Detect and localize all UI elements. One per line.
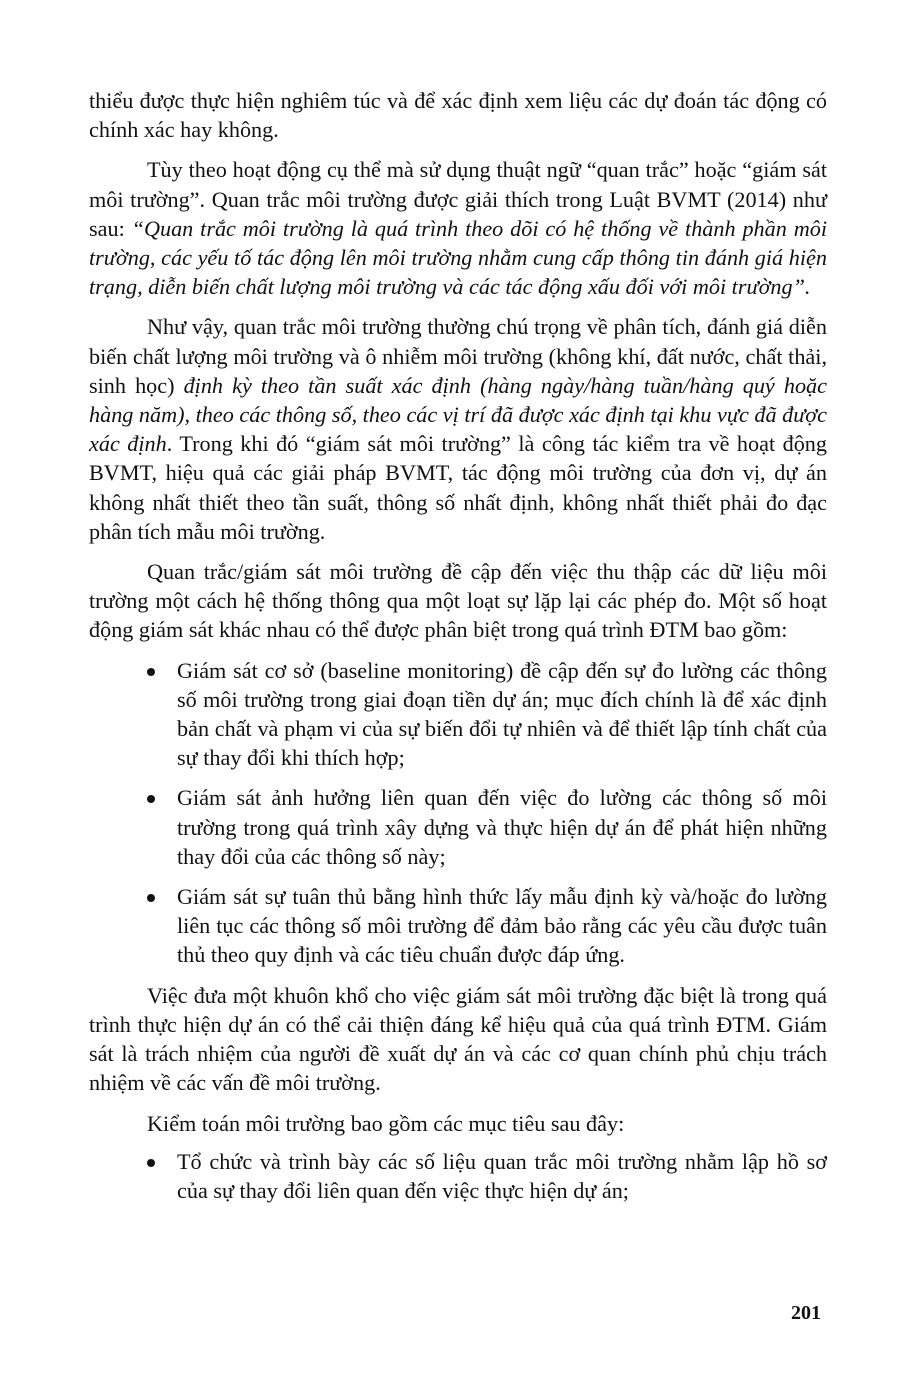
bullet-icon xyxy=(147,795,155,803)
paragraph-comparison-emphasis: định kỳ theo tần suất xác định (hàng ngày/hàng tuần/hàng quý hoặc hàng năm), theo các thông số, theo các vị trí đã được xác định tại khu vực đã được xác định xyxy=(89,372,827,457)
list-item-text: Giám sát ảnh hưởng liên quan đến việc đo lường các thông số môi trường trong quá trình xây dựng và thực hiện dự án để phát hiện những thay đổi của các thông số này; xyxy=(177,785,827,869)
law-quotation: “Quan trắc môi trường là quá trình theo dõi có hệ thống về thành phần môi trường, các yếu tố tác động lên môi trường nhằm cung cấp thông tin đánh giá hiện trạng, diễn biến chất lượng môi trường và các tác động xấu đối với môi trường”. xyxy=(89,215,827,300)
list-item-text: Giám sát cơ sở (baseline monitoring) đề cập đến sự đo lường các thông số môi trường trong giai đoạn tiền dự án; mục đích chính là để xác định bản chất và phạm vi của sự biến đổi tự nhiên và để thiết lập tính chất của sự thay đổi khi thích hợp; xyxy=(177,657,827,771)
paragraph-intro: thiểu được thực hiện nghiêm túc và để xác định xem liệu các dự đoán tác động có chính xác hay không. xyxy=(89,88,827,143)
document-page xyxy=(89,86,827,1205)
paragraph-comparison-text-c: . Trong khi đó “giám sát môi trường” là công tác kiểm tra về hoạt động BVMT, hiệu quả các giải pháp BVMT, tác động môi trường của đơn vị, dự án không nhất thiết theo tần suất, thông số nhất định, không nhất thiết phải đo đạc phân tích mẫu môi trường. xyxy=(89,431,827,544)
list-item xyxy=(89,656,827,773)
bullet-icon xyxy=(147,894,155,902)
paragraph-comparison-text-a: Như vậy, quan trắc môi trường thường chú trọng về phân tích, đánh giá diễn biến chất lượng môi trường và ô nhiễm môi trường (không khí, đất nước, chất thải, sinh học) xyxy=(89,314,827,398)
monitoring-types-list xyxy=(89,656,827,970)
audit-objectives-list xyxy=(89,1147,827,1205)
list-item xyxy=(89,1147,827,1205)
paragraph-audit-intro: Kiểm toán môi trường bao gồm các mục tiêu sau đây: xyxy=(147,1110,625,1136)
list-item-text: Tổ chức và trình bày các số liệu quan trắc môi trường nhằm lập hồ sơ của sự thay đổi liên quan đến việc thực hiện dự án; xyxy=(177,1148,827,1203)
paragraph-framework: Việc đưa một khuôn khổ cho việc giám sát môi trường đặc biệt là trong quá trình thực hiện dự án có thể cải thiện đáng kể hiệu quả của quá trình ĐTM. Giám sát là trách nhiệm của người đề xuất dự án và các cơ quan chính phủ chịu trách nhiệm về các vấn đề môi trường. xyxy=(89,982,827,1096)
list-item xyxy=(89,882,827,970)
bullet-icon xyxy=(147,668,155,676)
paragraph-definition xyxy=(89,155,827,301)
page-number: 201 xyxy=(791,1302,821,1324)
paragraph-definition-text: Tùy theo hoạt động cụ thể mà sử dụng thuật ngữ “quan trắc” hoặc “giám sát môi trường”. Quan trắc môi trường được giải thích trong Luật BVMT (2014) như sau: xyxy=(89,157,827,241)
list-item xyxy=(89,783,827,871)
list-item-text: Giám sát sự tuân thủ bằng hình thức lấy mẫu định kỳ và/hoặc đo lường liên tục các thông số môi trường để đảm bảo rằng các yêu cầu được tuân thủ theo quy định và các tiêu chuẩn được đáp ứng. xyxy=(177,884,827,968)
bullet-icon xyxy=(147,1159,155,1167)
paragraph-comparison xyxy=(89,312,827,546)
paragraph-monitoring-intro: Quan trắc/giám sát môi trường đề cập đến việc thu thập các dữ liệu môi trường một cách hệ thống thông qua một loạt sự lặp lại các phép đo. Một số hoạt động giám sát khác nhau có thể được phân biệt trong quá trình ĐTM bao gồm: xyxy=(89,559,827,643)
